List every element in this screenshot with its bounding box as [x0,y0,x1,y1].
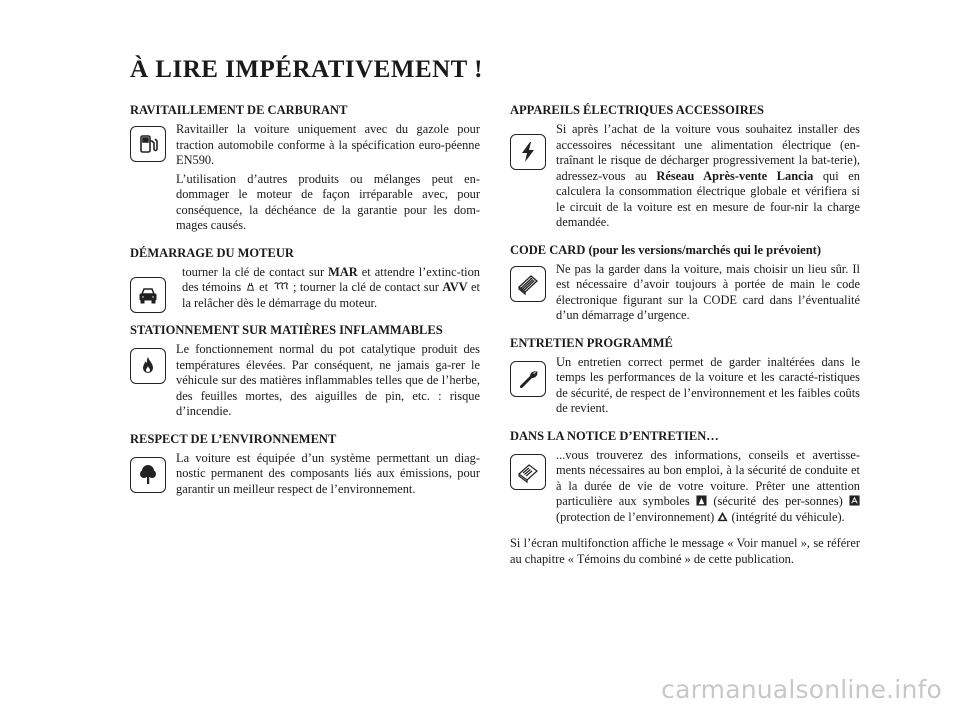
dealer-network-name: Réseau Après-vente Lancia [656,168,814,183]
right-column [510,102,860,567]
preheat-warning-icon [245,281,256,292]
key-position-mar: MAR [328,264,358,279]
page-title: À LIRE IMPÉRATIVEMENT ! [130,56,483,83]
paragraph: Ne pas la garder dans la voiture, mais choisir un lieu sûr. Il est nécessaire d’avoir toujours à portée de main le code électronique figurant sur la CODE card dans l’éventualité d’un démarrage d’urgence. [556,261,860,322]
paragraph: Ravitailler la voiture uniquement avec du gazole pour traction automobile conforme à la spécification euro-péenne EN590. [176,122,480,167]
fuel-pump-icon [130,126,166,162]
section-heading: APPAREILS ÉLECTRIQUES ACCESSOIRES [510,103,765,117]
section-flammable [130,322,480,423]
section-electrical [510,102,860,234]
section-heading: DANS LA NOTICE D’ENTRETIEN… [510,428,719,443]
vehicle-integrity-icon [717,511,728,522]
glow-plug-icon [272,281,290,292]
flame-icon [130,348,166,384]
section-maintenance [510,335,860,420]
paragraph: Si après l’achat de la voiture vous souhaitez installer des accessoires nécessitant une alimentation électrique (en-traînant le risque de décharger progressivement la bat-terie), adressez-vous au Réseau Après-vente Lancia qui en calculera la consommation électrique globale et vérifiera si le circuit de la voiture est en mesure de four-nir la charge demandée. [556,122,860,229]
person-safety-icon [696,495,707,506]
section-manual [510,428,860,529]
section-fuel [130,102,480,237]
section-engine-start [130,245,480,315]
paragraph: L’utilisation d’autres produits ou mélanges peut en-dommager le moteur de façon irréparable avec, pour conséquence, la déchéance de la garantie pour les dom-mages causés. [176,171,480,232]
car-front-icon [130,277,166,313]
watermark: carmanualsonline.info [661,675,942,704]
section-heading: ENTRETIEN PROGRAMMÉ [510,335,673,350]
footer-note: Si l’écran multifonction affiche le message « Voir manuel », se référer au chapitre « Témoins du combiné » de cette publication. [510,536,860,566]
key-position-avv: AVV [442,280,468,294]
section-heading: RAVITAILLEMENT DE CARBURANT [130,103,348,117]
section-heading: RESPECT DE L’ENVIRONNEMENT [130,431,337,446]
tree-icon [130,457,166,493]
section-heading: CODE CARD (pour les versions/marchés qui le prévoient) [510,242,821,257]
section-environment [130,431,480,501]
section-code-card [510,242,860,327]
manual-book-icon [510,454,546,490]
paragraph: tourner la clé de contact sur MAR et attendre l’extinc-tion des témoins et ; tourner la clé de contact sur AVV et la relâcher dès le démarrage du moteur. [182,264,480,310]
code-card-icon [510,266,546,302]
wrench-icon [510,361,546,397]
environment-protection-icon [849,495,860,506]
paragraph: La voiture est équipée d’un système permettant un diag-nostic permanent des composants liés aux émissions, pour garantir un meilleur respect de l’environnement. [176,450,480,496]
left-column [130,102,480,508]
lightning-icon [510,134,546,170]
section-heading: DÉMARRAGE DU MOTEUR [130,245,294,260]
paragraph: ...vous trouverez des informations, conseils et avertisse-ments nécessaires au bon emploi, à la sécurité de conduite et à la durée de vie de votre voiture. Prêter une attention particulière aux symboles (sécurité des per-sonnes) (protection de l’environnement) (intégrité du véhicule). [556,447,860,524]
section-heading: STATIONNEMENT SUR MATIÈRES INFLAMMABLES [130,323,443,337]
paragraph: Le fonctionnement normal du pot catalytique produit des températures élevées. Par conséquent, ne jamais ga-rer le véhicule sur des matières inflammables telles que de l’herbe, des feuilles mortes, des aiguilles de pin, etc. : risque d’incendie. [176,342,480,418]
paragraph: Un entretien correct permet de garder inaltérées dans le temps les performances de la voiture et les caracté-ristiques de sécurité, de respect de l’environnement et les faibles coûts de revient. [556,354,860,415]
